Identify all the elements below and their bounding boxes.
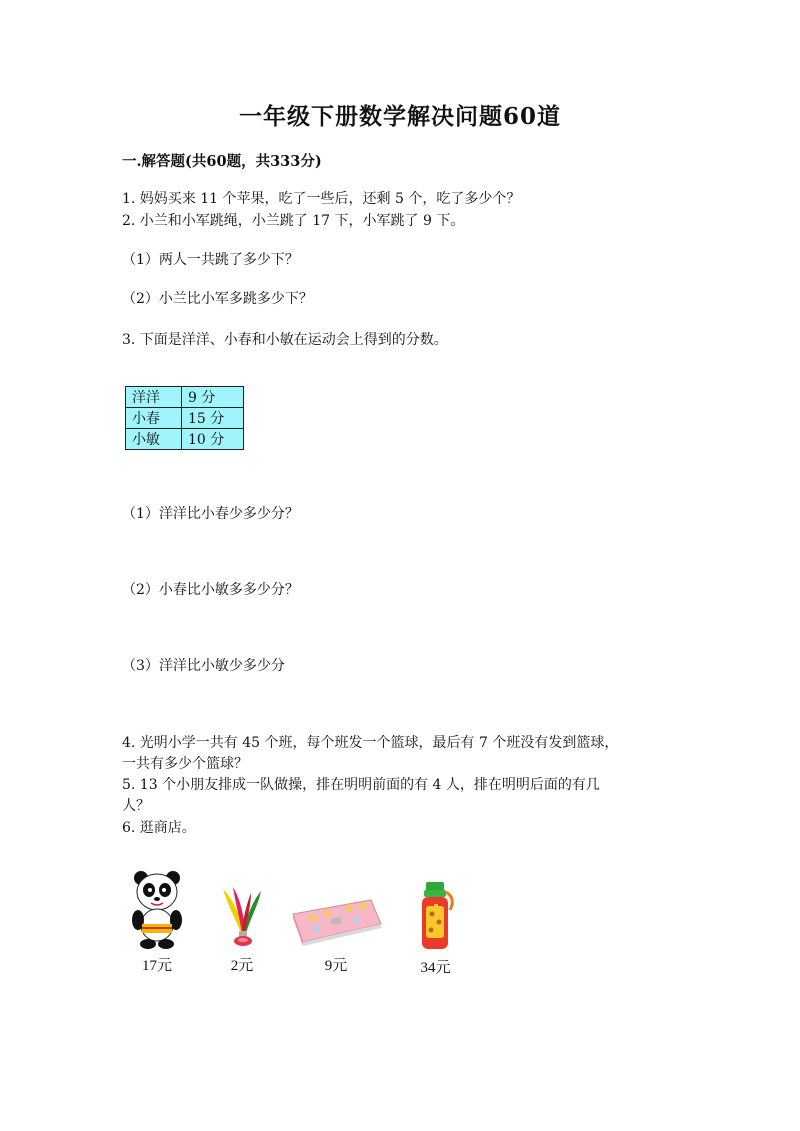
table-cell-score: 10 分 <box>182 429 244 450</box>
price-label: 9元 <box>324 958 348 974</box>
question-2: 2. 小兰和小军跳绳，小兰跳了 17 下，小军跳了 9 下。 <box>122 213 465 229</box>
water-bottle-icon <box>414 937 458 956</box>
table-cell-name: 小春 <box>126 408 182 429</box>
question-3-part-2: （2）小春比小敏多多少分？ <box>122 582 299 598</box>
section-heading: 一.解答题(共60题，共333分) <box>122 153 322 170</box>
question-1: 1. 妈妈买来 11 个苹果，吃了一些后，还剩 5 个，吃了多少个？ <box>122 191 521 207</box>
question-5-line-2: 人？ <box>122 798 150 814</box>
table-cell-score: 15 分 <box>182 408 244 429</box>
table-cell-score: 9 分 <box>182 387 244 408</box>
shop-item-water-bottle <box>408 880 463 977</box>
panda-icon <box>127 935 187 954</box>
question-6: 6. 逛商店。 <box>122 820 196 836</box>
shuttlecock-icon <box>217 935 267 954</box>
question-5-line-1: 5. 13 个小朋友排成一队做操，排在明明前面的有 4 人，排在明明后面的有几 <box>122 777 600 793</box>
page-title: 一年级下册数学解决问题60道 <box>238 103 561 130</box>
question-4-line-2: 一共有多少个篮球？ <box>122 756 248 772</box>
question-3-part-3: （3）洋洋比小敏少多少分 <box>122 658 285 674</box>
shop-item-pencil-case <box>286 896 386 975</box>
shop-item-panda <box>122 868 192 975</box>
table-cell-name: 小敏 <box>126 429 182 450</box>
question-2-part-2: （2）小兰比小军多跳多少下？ <box>122 291 313 307</box>
pencil-case-icon <box>287 935 385 954</box>
score-table <box>125 386 244 450</box>
question-3-part-1: （1）洋洋比小春少多少分？ <box>122 506 299 522</box>
table-row <box>126 408 244 429</box>
table-row <box>126 387 244 408</box>
price-label: 2元 <box>230 958 254 974</box>
question-4-line-1: 4. 光明小学一共有 45 个班，每个班发一个篮球，最后有 7 个班没有发到篮球， <box>122 735 619 751</box>
shop-item-shuttlecock <box>212 883 272 975</box>
price-label: 34元 <box>420 960 451 976</box>
price-label: 17元 <box>141 958 172 974</box>
table-row <box>126 429 244 450</box>
question-3: 3. 下面是洋洋、小春和小敏在运动会上得到的分数。 <box>122 332 448 348</box>
table-cell-name: 洋洋 <box>126 387 182 408</box>
question-2-part-1: （1）两人一共跳了多少下？ <box>122 252 299 268</box>
